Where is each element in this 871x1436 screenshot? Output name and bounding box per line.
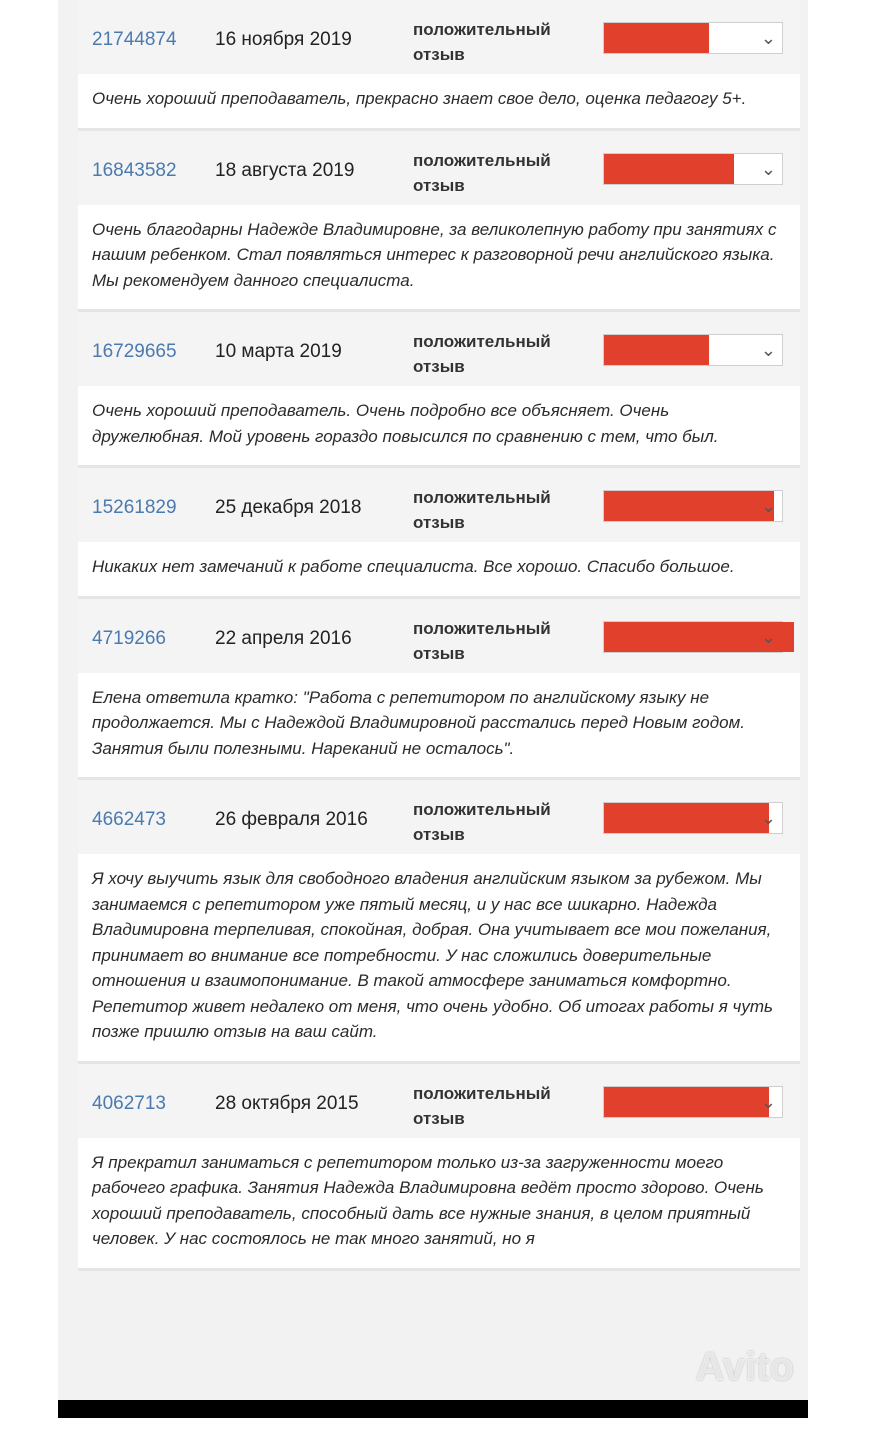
review-status-select[interactable] — [603, 621, 783, 653]
chevron-down-icon: ⌄ — [760, 496, 776, 516]
review-text: Никаких нет замечаний к работе специалиста. Все хорошо. Спасибо большое. — [92, 557, 735, 576]
review-header — [78, 0, 800, 74]
chevron-down-icon: ⌄ — [760, 340, 776, 360]
chevron-down-icon: ⌄ — [760, 1091, 776, 1112]
review-text: Очень хороший преподаватель. Очень подробно все объясняет. Очень дружелюбная. Мой уровень гораздо повысился по сравнению с тем, что был. — [92, 401, 719, 446]
review-header — [78, 312, 800, 386]
review-header — [78, 468, 800, 542]
redaction-box — [604, 803, 769, 833]
review-card — [78, 131, 800, 313]
review-card — [78, 0, 800, 131]
review-date: 10 марта 2019 — [215, 341, 342, 362]
review-id-link[interactable]: 4062713 — [92, 1092, 166, 1114]
review-header — [78, 1064, 800, 1138]
review-status-select[interactable] — [603, 22, 783, 54]
review-list — [78, 0, 800, 1271]
review-status-select[interactable] — [603, 1086, 783, 1118]
redaction-box — [604, 1087, 769, 1117]
review-text: Очень хороший преподаватель, прекрасно знает свое дело, оценка педагогу 5+. — [92, 89, 747, 108]
review-id-link[interactable]: 4662473 — [92, 809, 166, 830]
review-card — [78, 468, 800, 599]
review-header — [78, 780, 800, 854]
redaction-box — [604, 491, 774, 521]
review-card — [78, 1064, 800, 1271]
review-id-link[interactable]: 15261829 — [92, 497, 177, 518]
review-id-link[interactable]: 16729665 — [92, 341, 177, 362]
review-status-select[interactable] — [603, 490, 783, 522]
chevron-down-icon: ⌄ — [760, 626, 776, 647]
redaction-box — [604, 154, 734, 184]
review-type: положительный отзыв — [413, 20, 551, 64]
review-card — [78, 312, 800, 468]
review-header — [78, 131, 800, 205]
review-status-select[interactable] — [603, 153, 783, 185]
review-text: Очень благодарны Надежде Владимировне, за великолепную работу при занятиях с нашим ребенком. Стал появляться интерес к разговорной речи английского языка. Мы рекомендуем данного специалиста. — [92, 219, 777, 290]
redaction-box — [604, 335, 709, 365]
reviews-page — [58, 0, 808, 1400]
review-id-link[interactable]: 4719266 — [92, 627, 166, 649]
review-date: 25 декабря 2018 — [215, 497, 362, 518]
review-date: 16 ноября 2019 — [215, 29, 352, 50]
review-date: 28 октября 2015 — [215, 1092, 359, 1114]
review-card — [78, 599, 800, 781]
review-text: Елена ответила кратко: "Работа с репетитором по английскому языку не продолжается. Мы с Надеждой Владимировной расстались перед Новым годом. Занятия были полезными. Нареканий не осталось". — [92, 687, 745, 758]
review-id-link[interactable]: 16843582 — [92, 159, 177, 181]
redaction-box — [604, 23, 709, 53]
review-type: положительный отзыв — [413, 332, 551, 376]
avito-watermark: Avito — [695, 1345, 794, 1389]
review-id-link[interactable]: 21744874 — [92, 29, 177, 50]
review-text: Я хочу выучить язык для свободного владения английским языком за рубежом. Мы занимаемся с репетитором уже пятый месяц, и у нас все шикарно. Надежда Владимировна терпеливая, спокойная, добрая. Она учитывает все мои пожелания, принимает во внимание все потребности. У нас сложились доверительные отношения и взаимопонимание. В такой атмосфере заниматься комфортно. Репетитор живет недалеко от меня, что очень удобно. Об итогах работы я чуть позже пришлю отзыв на ваш сайт. — [92, 869, 773, 1041]
review-text: Я прекратил заниматься с репетитором только из-за загруженности моего рабочего графика. Занятия Надежда Владимировна ведёт просто здорово. Очень хороший преподаватель, способный дать все нужные знания, в целом приятный человек. У нас состоялось не так много занятий, но я — [92, 1152, 764, 1248]
bottom-bar — [58, 1400, 808, 1418]
chevron-down-icon: ⌄ — [760, 28, 776, 48]
review-type: положительный отзыв — [413, 1083, 551, 1128]
review-status-select[interactable] — [603, 334, 783, 366]
chevron-down-icon: ⌄ — [760, 158, 776, 179]
review-type: положительный отзыв — [413, 800, 551, 844]
review-date: 26 февраля 2016 — [215, 809, 368, 830]
review-header — [78, 599, 800, 673]
review-date: 18 августа 2019 — [215, 159, 355, 181]
review-date: 22 апреля 2016 — [215, 627, 352, 649]
review-card — [78, 780, 800, 1064]
review-type: положительный отзыв — [413, 618, 551, 663]
review-type: положительный отзыв — [413, 488, 551, 532]
review-status-select[interactable] — [603, 802, 783, 834]
review-type: положительный отзыв — [413, 150, 551, 195]
chevron-down-icon: ⌄ — [760, 808, 776, 828]
